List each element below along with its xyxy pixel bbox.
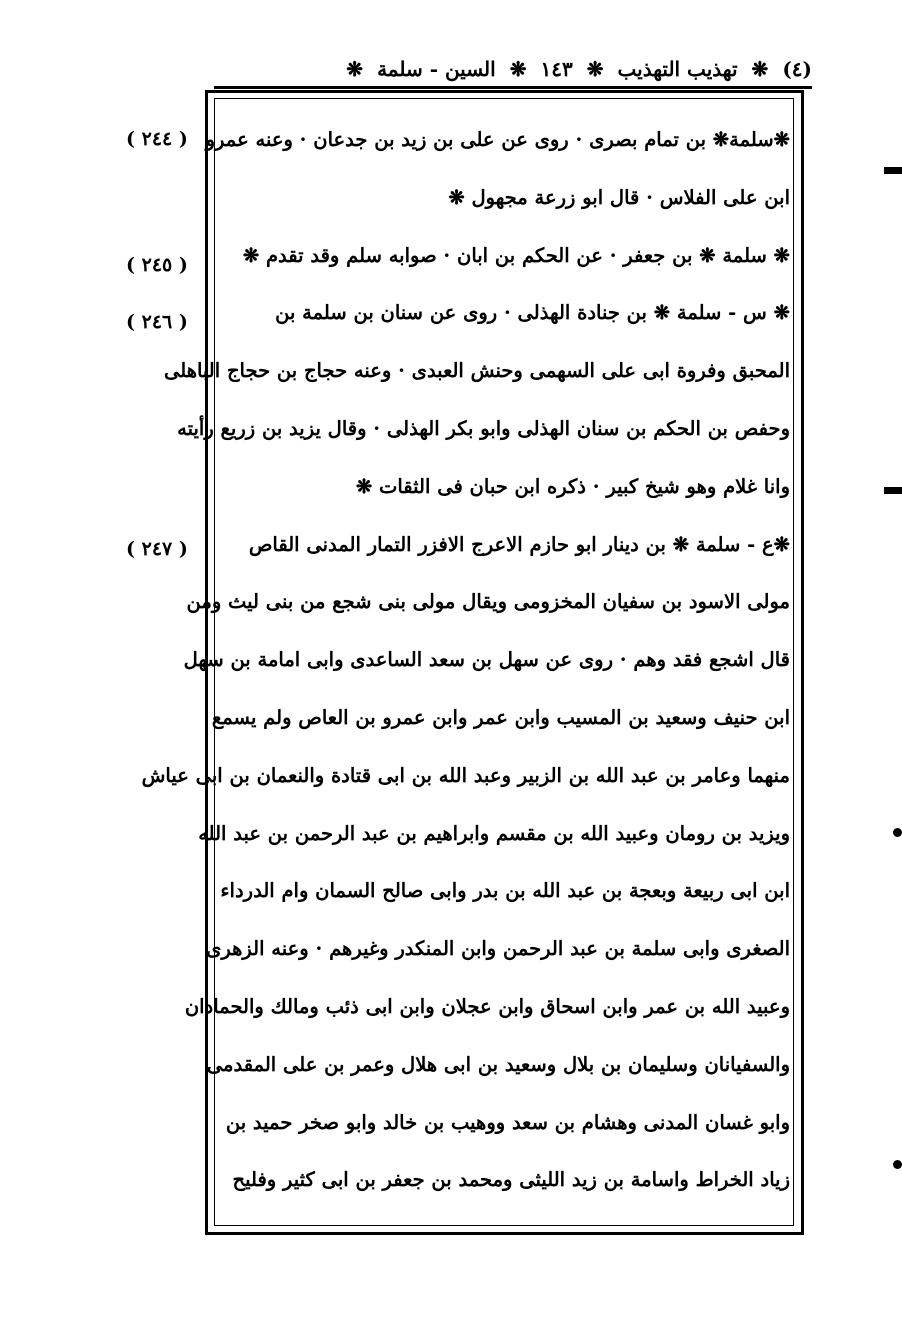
running-header [222, 50, 812, 88]
page-number: ١٤٣ [540, 57, 573, 81]
star-ornament-icon: ❋ [346, 57, 364, 81]
text-line: ابن على الفلاس · قال ابو زرعة مجهول ❋ [448, 185, 790, 209]
text-line: الصغرى وابى سلمة بن عبد الرحمن وابن المنكدر وغيرهم · وعنه الزهرى [206, 937, 790, 961]
star-ornament-icon: ❋ [751, 57, 769, 81]
text-line: وانا غلام وهو شيخ كبير · ذكره ابن حبان فى الثقات ❋ [355, 474, 790, 498]
text-line: وعبيد الله بن عمر وابن اسحاق وابن عجلان وابن ابى ذئب ومالك والحمادان [184, 994, 790, 1018]
book-title: تهذيب التهذيب [617, 57, 738, 81]
text-line: مولى الاسود بن سفيان المخزومى ويقال مولى بنى شجع من بنى ليث ومن [186, 590, 790, 614]
text-line: ويزيد بن رومان وعبيد الله بن مقسم وابراهيم بن عبد الرحمن بن عبد الله [198, 821, 790, 845]
star-ornament-icon: ❋ [509, 57, 527, 81]
text-line: ابن حنيف وسعيد بن المسيب وابن عمر وابن عمرو بن العاص ولم يسمع [211, 705, 790, 729]
entry-number: ( ٢٤٥ ) [126, 254, 188, 276]
margin-mark [884, 167, 902, 174]
text-line: قال اشجع فقد وهم · روى عن سهل بن سعد الساعدى وابى امامة بن سهل [183, 648, 790, 672]
text-line: والسفيانان وسليمان بن بلال وسعيد بن ابى هلال وعمر بن على المقدمى [206, 1052, 790, 1076]
text-line: ❋سلمة❋ بن تمام بصرى · روى عن على بن زيد بن جدعان · وعنه عمرو [205, 128, 790, 151]
text-line: ❋ع - سلمة ❋ بن دينار ابو حازم الاعرج الافزر التمار المدنى القاص [248, 532, 790, 556]
text-line: ❋ س - سلمة ❋ بن جنادة الهذلى · روى عن سنان بن سلمة بن [275, 301, 790, 325]
entry-number: ( ٢٤٦ ) [126, 311, 188, 333]
margin-mark [893, 1160, 902, 1169]
text-line: وابو غسان المدنى وهشام بن سعد ووهيب بن خالد وابو صخر حميد بن [225, 1110, 790, 1134]
text-line: المحبق وفروة ابى على السهمى وحنش العبدى · وعنه حجاج بن حجاج الباهلى [163, 359, 790, 383]
margin-mark [884, 487, 902, 494]
entry-number: ( ٢٤٤ ) [126, 128, 188, 150]
volume-number: (٤) [782, 57, 812, 81]
header-rule [214, 86, 812, 89]
entry-number: ( ٢٤٧ ) [126, 538, 188, 560]
text-line: وحفص بن الحكم بن سنان الهذلى وابو بكر الهذلى · وقال يزيد بن زريع رأيته [177, 416, 790, 440]
text-line: ❋ سلمة ❋ بن جعفر · عن الحكم بن ابان · صوابه سلم وقد تقدم ❋ [242, 243, 790, 267]
margin-mark [893, 828, 902, 837]
star-ornament-icon: ❋ [586, 57, 604, 81]
section-title: السين - سلمة [377, 57, 496, 81]
text-line: زياد الخراط واسامة بن زيد الليثى ومحمد بن جعفر بن ابى كثير وفليح [232, 1168, 790, 1192]
text-line: منهما وعامر بن عبد الله بن الزبير وعبد الله بن ابى قتادة والنعمان بن ابى عياش [141, 763, 790, 787]
text-line: ابن ابى ربيعة وبعجة بن عبد الله بن بدر وابى صالح السمان وام الدرداء [220, 879, 790, 903]
